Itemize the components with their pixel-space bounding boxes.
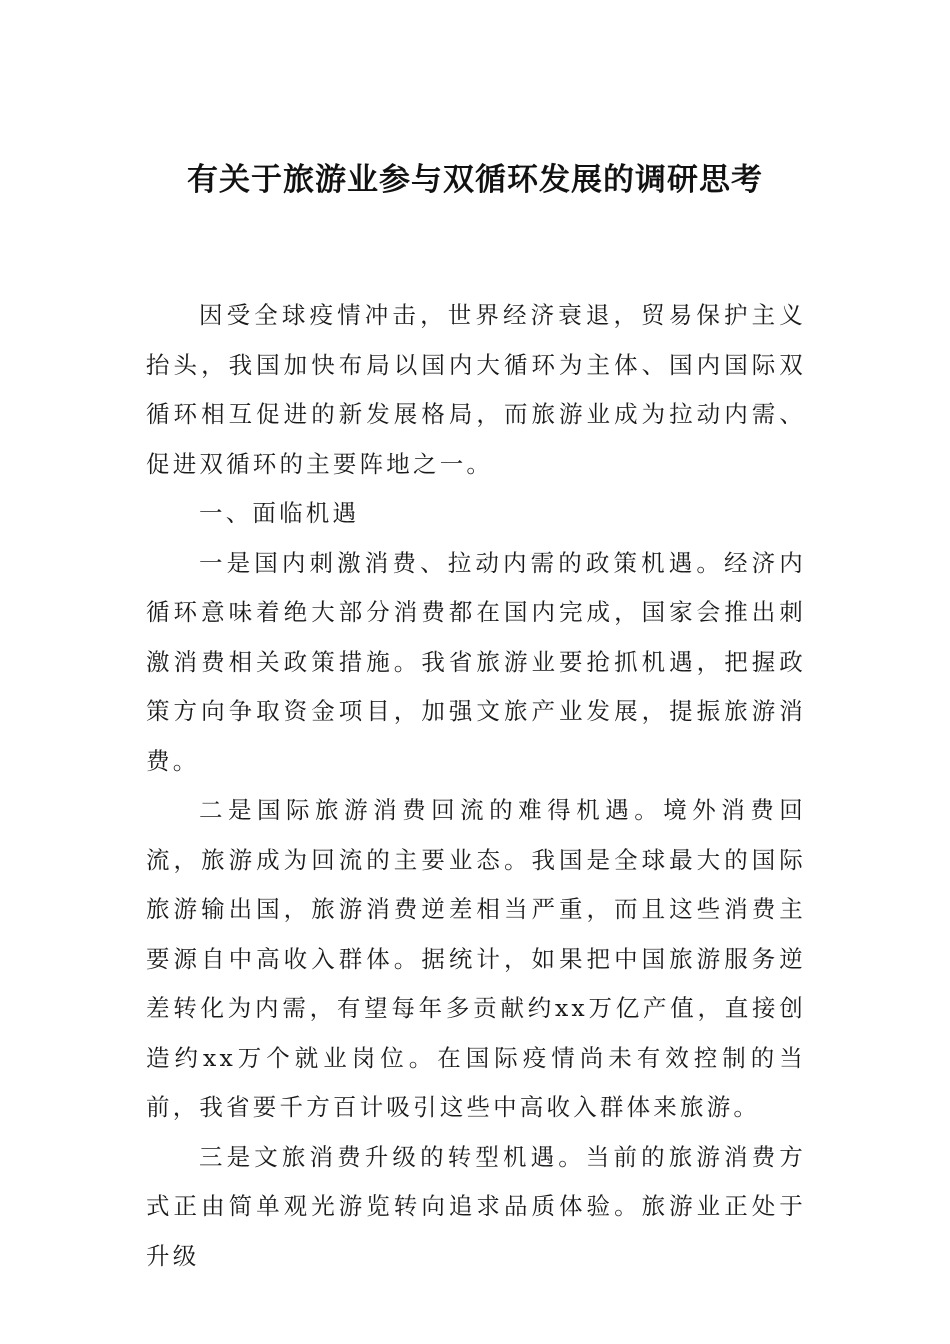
paragraph-policy-opportunity: 一是国内刺激消费、拉动内需的政策机遇。经济内循环意味着绝大部分消费都在国内完成，国家会推出刺激消费相关政策措施。我省旅游业要抢抓机遇，把握政策方向争取资金项目，加强文旅产业发展，提振旅游消费。 [146, 548, 806, 775]
paragraph-consumption-return: 二是国际旅游消费回流的难得机遇。境外消费回流，旅游成为回流的主要业态。我国是全球最大的国际旅游输出国，旅游消费逆差相当严重，而且这些消费主要源自中高收入群体。据统计，如果把中国旅游服务逆差转化为内需，有望每年多贡献约xx万亿产值，直接创造约xx万个就业岗位。在国际疫情尚未有效控制的当前，我省要千方百计吸引这些中高收入群体来旅游。 [146, 796, 806, 1121]
intro-paragraph: 因受全球疫情冲击，世界经济衰退，贸易保护主义抬头，我国加快布局以国内大循环为主体、国内国际双循环相互促进的新发展格局，而旅游业成为拉动内需、促进双循环的主要阵地之一。 [146, 301, 806, 478]
document-title: 有关于旅游业参与双循环发展的调研思考 [187, 162, 763, 198]
document-body [146, 291, 806, 1281]
section-heading-opportunities: 一、面临机遇 [199, 499, 360, 527]
paragraph-upgrade-opportunity: 三是文旅消费升级的转型机遇。当前的旅游消费方式正由简单观光游览转向追求品质体验。旅游业正处于升级 [146, 1142, 806, 1270]
